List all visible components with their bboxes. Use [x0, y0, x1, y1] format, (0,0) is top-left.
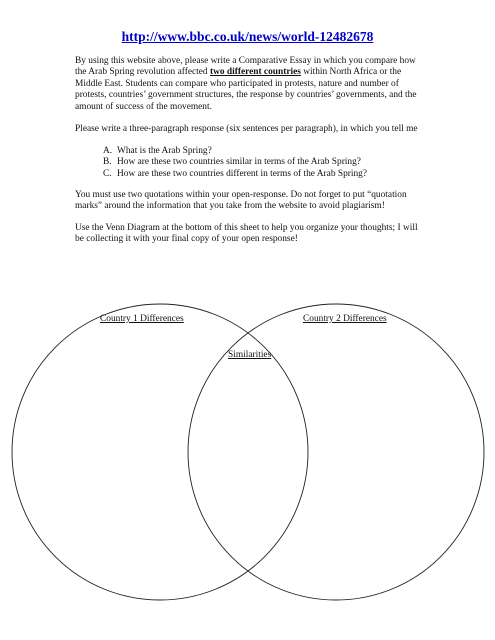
venn-right-label: Country 2 Differences: [303, 314, 387, 324]
venn-instructions-paragraph: Use the Venn Diagram at the bottom of this sheet to help you organize your thoughts; I will be collecting it with your final copy of your open response!: [75, 223, 418, 245]
quotations-paragraph: You must use two quotations within your open-response. Do not forget to put “quotation marks” around the information that you take from the website to avoid plagiarism!: [75, 190, 407, 212]
intro-text-after: within North Africa or the Middle East. Students can compare who participated in protests, nature and number of protests, countries’ government structures, the response by countries’ governments, and the amount of success of the movement.: [75, 67, 417, 112]
question-text: What is the Arab Spring?: [117, 146, 212, 156]
intro-text-before: By using this website above, please write a Comparative Essay in which you compare how the Arab Spring revolution affected: [75, 56, 416, 78]
question-text: How are these two countries similar in terms of the Arab Spring?: [117, 157, 361, 168]
list-marker: A.: [103, 146, 113, 156]
right-circle: [188, 304, 484, 600]
instructions-paragraph: Please write a three-paragraph response (six sentences per paragraph), in which you tell me: [75, 124, 418, 134]
intro-emphasis: two different countries: [209, 67, 301, 78]
venn-left-label: Country 1 Differences: [100, 314, 184, 324]
question-text: How are these two countries different in terms of the Arab Spring?: [117, 168, 368, 179]
source-url-link[interactable]: http://www.bbc.co.uk/news/world-12482678: [121, 29, 374, 44]
list-marker: C.: [103, 168, 112, 179]
venn-center-label: Similarities: [228, 350, 272, 360]
list-marker: B.: [103, 157, 112, 168]
left-circle: [12, 304, 308, 600]
